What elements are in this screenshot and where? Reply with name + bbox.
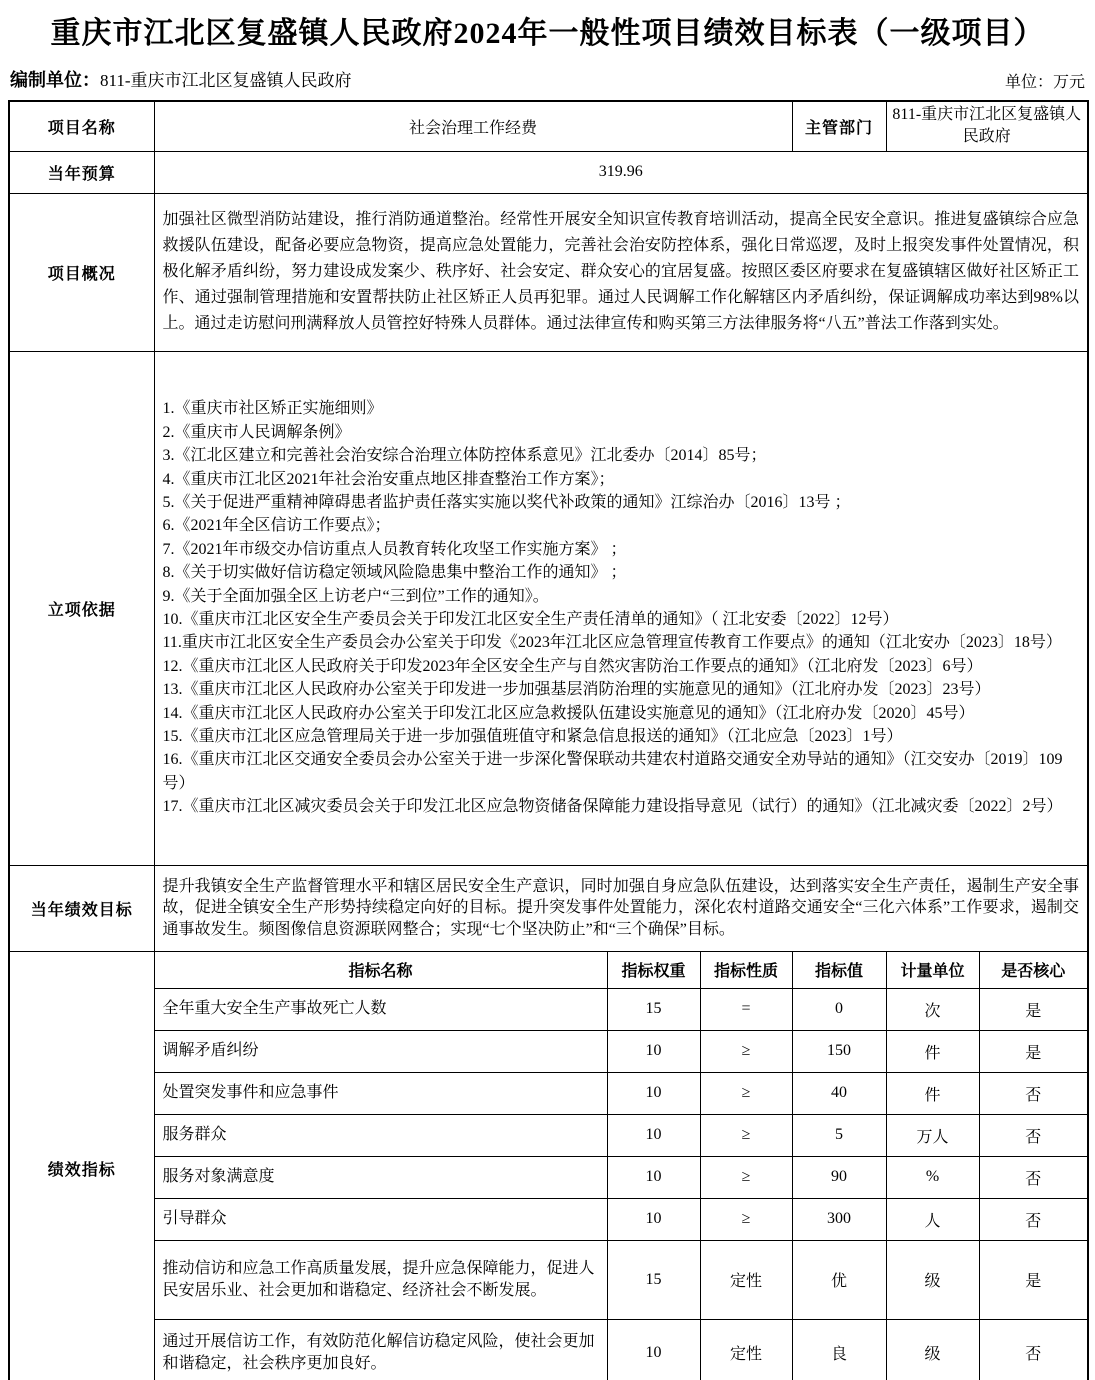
indicator-unit: 次 <box>886 988 979 1030</box>
col-header-nature: 指标性质 <box>700 951 792 988</box>
indicator-core: 否 <box>979 1198 1088 1240</box>
indicator-value: 150 <box>792 1030 886 1072</box>
indicator-row <box>9 1156 1088 1198</box>
indicator-weight: 10 <box>607 1198 700 1240</box>
indicator-value: 5 <box>792 1114 886 1156</box>
indicator-nature: 定性 <box>700 1319 792 1380</box>
indicator-row <box>9 1072 1088 1114</box>
indicator-weight: 10 <box>607 1030 700 1072</box>
indicator-value: 40 <box>792 1072 886 1114</box>
basis-item: 11.重庆市江北区安全生产委员会办公室关于印发《2023年江北区应急管理宣传教育工作要点》的通知（江北安办〔2023〕18号） <box>162 634 1062 652</box>
basis-item: 12.《重庆市江北区人民政府关于印发2023年全区安全生产与自然灾害防治工作要点的通知》（江北府发〔2023〕6号） <box>162 657 983 675</box>
col-header-unit: 计量单位 <box>886 951 979 988</box>
indicator-nature: ≥ <box>700 1114 792 1156</box>
indicator-name: 调解矛盾纠纷 <box>154 1030 607 1072</box>
basis-item: 14.《重庆市江北区人民政府办公室关于印发江北区应急救援队伍建设实施意见的通知》（江北府办发〔2020〕45号） <box>162 704 975 722</box>
basis-item: 8.《关于切实做好信访稳定领域风险隐患集中整治工作的通知》 ； <box>162 564 627 582</box>
basis-item: 10.《重庆市江北区安全生产委员会关于印发江北区安全生产责任清单的通知》（ 江北安委〔2022〕12号） <box>162 611 899 628</box>
col-header-indicator-name: 指标名称 <box>154 951 607 988</box>
indicator-unit: 万人 <box>886 1114 979 1156</box>
budget-value: 319.96 <box>154 151 1088 193</box>
indicator-unit: 人 <box>886 1198 979 1240</box>
indicator-value: 90 <box>792 1156 886 1198</box>
row-overview <box>9 193 1088 351</box>
project-name-label: 项目名称 <box>9 101 154 151</box>
indicator-row <box>9 1198 1088 1240</box>
indicator-row <box>9 988 1088 1030</box>
row-goal <box>9 865 1088 951</box>
dept-label: 主管部门 <box>792 101 886 151</box>
indicator-weight: 10 <box>607 1114 700 1156</box>
indicator-nature: ≥ <box>700 1072 792 1114</box>
prepared-by-label: 编制单位： <box>10 70 100 90</box>
col-header-weight: 指标权重 <box>607 951 700 988</box>
goal-label: 当年绩效目标 <box>9 865 154 951</box>
project-name-value: 社会治理工作经费 <box>154 101 792 151</box>
indicator-row <box>9 1030 1088 1072</box>
col-header-value: 指标值 <box>792 951 886 988</box>
overview-label: 项目概况 <box>9 193 154 351</box>
indicator-core: 是 <box>979 1030 1088 1072</box>
basis-item: 2.《重庆市人民调解条例》 <box>162 423 351 441</box>
basis-item: 15.《重庆市江北区应急管理局关于进一步加强值班值守和紧急信息报送的通知》（江北应急〔2023〕1号） <box>162 728 903 746</box>
indicator-value: 优 <box>792 1240 886 1319</box>
overview-text: 加强社区微型消防站建设，推行消防通道整治。经常性开展安全知识宣传教育培训活动，提高全民安全意识。推进复盛镇综合应急救援队伍建设，配备必要应急物资，提高应急处置能力，完善社会治安防控体系，强化日常巡逻，及时上报突发事件处置情况，积极化解矛盾纠纷，努力建设成发案少、秩序好、社会安定、群众安心的宜居复盛。按照区委区府要求在复盛镇辖区做好社区矫正工作、通过强制管理措施和安置帮扶防止社区矫正人员再犯罪。通过人民调解工作化解辖区内矛盾纠纷，保证调解成功率达到98%以上。通过走访慰问刑满释放人员管控好特殊人员群体。通过法律宣传和购买第三方法律服务将“八五”普法工作落到实处。 <box>154 193 1088 351</box>
indicator-name: 全年重大安全生产事故死亡人数 <box>154 988 607 1030</box>
indicator-nature: ≥ <box>700 1198 792 1240</box>
indicator-value: 0 <box>792 988 886 1030</box>
indicator-unit: % <box>886 1156 979 1198</box>
row-project-name <box>9 101 1088 151</box>
indicator-name: 处置突发事件和应急事件 <box>154 1072 607 1114</box>
indicator-value: 良 <box>792 1319 886 1380</box>
basis-item: 17.《重庆市江北区减灾委员会关于印发江北区应急物资储备保障能力建设指导意见（试行）的通知》（江北减灾委〔2022〕2号） <box>162 798 1063 816</box>
indicator-unit: 件 <box>886 1072 979 1114</box>
basis-item: 13.《重庆市江北区人民政府办公室关于印发进一步加强基层消防治理的实施意见的通知》（江北府办发〔2023〕23号） <box>162 681 991 699</box>
goal-text: 提升我镇安全生产监督管理水平和辖区居民安全生产意识，同时加强自身应急队伍建设，达到落实安全生产责任，遏制生产安全事故，促进全镇安全生产形势持续稳定向好的目标。提升突发事件处置能力，深化农村道路交通安全“三化六体系”工作要求，遏制交通事故发生。频图像信息资源联网整合；实现“七个坚决防止”和“三个确保”目标。 <box>154 865 1088 951</box>
indicator-unit: 件 <box>886 1030 979 1072</box>
page-title: 重庆市江北区复盛镇人民政府2024年一般性项目绩效目标表（一级项目） <box>50 17 1045 50</box>
dept-value: 811-重庆市江北区复盛镇人民政府 <box>886 101 1088 151</box>
prepared-by <box>10 66 352 92</box>
basis-item: 7.《2021年市级交办信访重点人员教育转化攻坚工作实施方案》 ； <box>162 540 627 558</box>
indicator-weight: 10 <box>607 1319 700 1380</box>
indicator-row <box>9 1319 1088 1380</box>
basis-item: 9.《关于全面加强全区上访老户“三到位”工作的通知》。 <box>162 587 549 605</box>
indicators-section-label: 绩效指标 <box>9 951 154 1380</box>
budget-label: 当年预算 <box>9 151 154 193</box>
indicator-core: 否 <box>979 1072 1088 1114</box>
indicator-name: 推动信访和应急工作高质量发展，提升应急保障能力，促进人民安居乐业、社会更加和谐稳定、经济社会不断发展。 <box>154 1240 607 1319</box>
basis-list <box>154 351 1088 865</box>
indicator-nature: ≥ <box>700 1156 792 1198</box>
performance-target-table <box>8 100 1089 1380</box>
basis-label: 立项依据 <box>9 351 154 865</box>
unit-note: 单位：万元 <box>1004 74 1085 91</box>
indicator-core: 是 <box>979 988 1088 1030</box>
indicator-value: 300 <box>792 1198 886 1240</box>
indicator-core: 是 <box>979 1240 1088 1319</box>
meta-row <box>0 66 1095 92</box>
indicator-unit: 级 <box>886 1240 979 1319</box>
indicator-row <box>9 1114 1088 1156</box>
basis-item: 5.《关于促进严重精神障碍患者监护责任落实实施以奖代补政策的通知》江综治办〔2016〕13号 ； <box>162 493 851 511</box>
indicator-header-row <box>9 951 1088 988</box>
prepared-by-value: 811-重庆市江北区复盛镇人民政府 <box>100 71 352 90</box>
indicator-weight: 15 <box>607 988 700 1030</box>
indicator-core: 否 <box>979 1156 1088 1198</box>
indicator-name: 服务群众 <box>154 1114 607 1156</box>
indicator-weight: 15 <box>607 1240 700 1319</box>
basis-item: 1.《重庆市社区矫正实施细则》 <box>162 400 383 418</box>
indicator-row <box>9 1240 1088 1319</box>
indicator-core: 否 <box>979 1114 1088 1156</box>
indicator-weight: 10 <box>607 1156 700 1198</box>
indicator-name: 通过开展信访工作，有效防范化解信访稳定风险，使社会更加和谐稳定，社会秩序更加良好。 <box>154 1319 607 1380</box>
col-header-core: 是否核心 <box>979 951 1088 988</box>
basis-item: 3.《江北区建立和完善社会治安综合治理立体防控体系意见》江北委办〔2014〕85号； <box>162 447 767 465</box>
row-budget <box>9 151 1088 193</box>
basis-item: 4.《重庆市江北区2021年社会治安重点地区排查整治工作方案》； <box>162 470 615 488</box>
indicator-nature: ≥ <box>700 1030 792 1072</box>
basis-item: 6.《2021年全区信访工作要点》； <box>162 517 391 535</box>
indicator-nature: 定性 <box>700 1240 792 1319</box>
indicator-core: 否 <box>979 1319 1088 1380</box>
indicator-unit: 级 <box>886 1319 979 1380</box>
row-basis <box>9 351 1088 865</box>
indicator-nature: = <box>700 988 792 1030</box>
indicator-name: 服务对象满意度 <box>154 1156 607 1198</box>
indicator-name: 引导群众 <box>154 1198 607 1240</box>
indicator-weight: 10 <box>607 1072 700 1114</box>
basis-item: 16.《重庆市江北区交通安全委员会办公室关于进一步深化警保联动共建农村道路交通安全劝导站的通知》（江交安办〔2019〕109号） <box>162 751 1063 792</box>
